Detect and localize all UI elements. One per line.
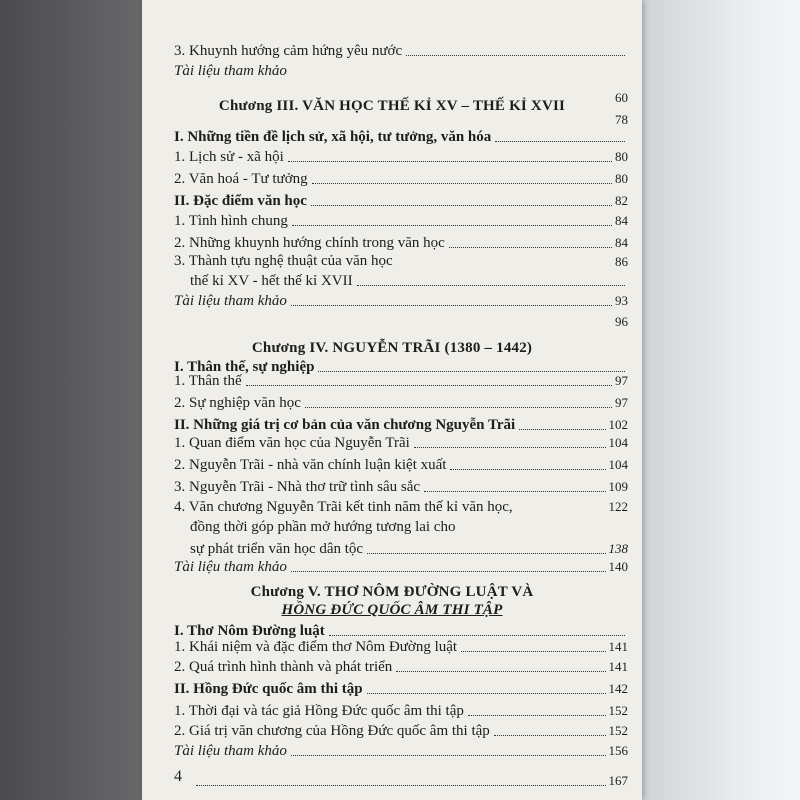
toc-entry-line: đồng thời góp phần mở hướng tương lai cho: [190, 519, 456, 535]
toc-entry-title: sự phát triển văn học dân tộc: [190, 541, 364, 557]
toc-entry-page: 80: [615, 171, 628, 186]
toc-entry-title: 4. Văn chương Nguyễn Trãi kết tinh năm thế kỉ văn học,: [174, 499, 513, 515]
toc-entry-title: 1. Lịch sử - xã hội: [174, 149, 284, 165]
toc-entry-page: 93: [615, 293, 628, 308]
leader-dots: [305, 407, 612, 408]
leader-dots: [396, 671, 605, 672]
toc-entry-page: 97: [615, 395, 628, 410]
page-number: 4: [174, 768, 182, 785]
toc-entry-last: [192, 770, 628, 790]
toc-entry: [174, 432, 628, 452]
toc-entry-title: 1. Khái niệm và đặc điểm thơ Nôm Đường luật: [174, 639, 458, 655]
toc-entry-page: 84: [615, 235, 628, 250]
leader-dots: [288, 161, 612, 162]
leader-dots: [450, 469, 605, 470]
toc-entry-title: 2. Sự nghiệp văn học: [174, 395, 301, 411]
toc-entry: [174, 392, 628, 412]
toc-entry-page: 109: [608, 479, 628, 494]
page-ref: 78: [615, 112, 628, 127]
toc-entry-title: thế kỉ XV - hết thế kỉ XVII: [190, 273, 353, 289]
toc-entry-page: 156: [608, 743, 628, 758]
toc-entry-references: [174, 740, 628, 760]
leader-dots: [196, 785, 606, 786]
toc-entry-title: 2. Văn hoá - Tư tưởng: [174, 171, 308, 187]
toc-entry-page: 84: [615, 213, 628, 228]
toc-entry-page: 102: [608, 417, 628, 432]
toc-section-title: II. Đặc điểm văn học: [174, 193, 307, 209]
leader-dots: [449, 247, 612, 248]
leader-dots: [246, 385, 612, 386]
chapter-heading-subtitle: HỒNG ĐỨC QUỐC ÂM THI TẬP: [281, 602, 503, 618]
toc-entry-page: 141: [608, 639, 628, 654]
chapter-heading: Chương IV. NGUYỄN TRÃI (1380 – 1442): [251, 340, 533, 356]
page-ref: 96: [615, 314, 628, 329]
toc-section: [174, 678, 628, 698]
toc-section: [174, 414, 628, 434]
toc-entry-page: 152: [608, 703, 628, 718]
leader-dots: [357, 285, 625, 286]
toc-entry-title: 2. Giá trị văn chương của Hồng Đức quốc âm thi tập: [174, 723, 490, 739]
toc-entry-line: 3. Thành tựu nghệ thuật của văn học: [174, 253, 393, 269]
toc-entry-page: 142: [608, 681, 628, 696]
toc-entry-page: 138: [608, 541, 628, 556]
background-right: [640, 0, 800, 800]
toc-entry-title: 2. Nguyễn Trãi - nhà văn chính luận kiệt xuất: [174, 457, 447, 473]
toc-entry-title: 1. Thân thế: [174, 373, 242, 389]
toc-section-title: I. Thơ Nôm Đường luật: [174, 623, 325, 639]
toc-entry-title: 1. Quan điểm văn học của Nguyễn Trãi: [174, 435, 410, 451]
toc-entry-title: 3. Nguyễn Trãi - Nhà thơ trữ tình sâu sắc: [174, 479, 421, 495]
toc-entry: [174, 496, 628, 516]
toc-entry-title: Tài liệu tham khảo: [174, 293, 287, 309]
toc-entry-title: 3. Khuynh hướng cảm hứng yêu nước: [174, 43, 403, 59]
leader-dots: [291, 755, 606, 756]
toc-entry: [174, 656, 628, 676]
toc-entry: [174, 232, 628, 252]
toc-section-title: II. Hồng Đức quốc âm thi tập: [174, 681, 363, 697]
page-ref: 167: [608, 773, 628, 788]
toc-entry: [190, 270, 628, 290]
leader-dots: [291, 571, 606, 572]
toc-entry: [174, 700, 628, 720]
toc-entry-title: Tài liệu tham khảo: [174, 743, 287, 759]
leader-dots: [312, 183, 612, 184]
chapter-heading: Chương III. VĂN HỌC THẾ KỈ XV – THẾ KỈ XVII: [218, 98, 566, 114]
leader-dots: [494, 735, 606, 736]
toc-entry: [174, 476, 628, 496]
leader-dots: [461, 651, 605, 652]
toc-entry-title: 2. Những khuynh hướng chính trong văn học: [174, 235, 445, 251]
toc-entry-page: 122: [608, 499, 628, 514]
toc-entry: [174, 168, 628, 188]
leader-dots: [495, 141, 625, 142]
toc-entry-page: 104: [608, 435, 628, 450]
toc-entry: [174, 210, 628, 230]
toc-entry: [190, 538, 628, 558]
leader-dots: [311, 205, 612, 206]
leader-dots: [367, 693, 606, 694]
page-ref: 86: [615, 254, 628, 269]
toc-section: [174, 126, 628, 146]
toc-entry-page: 82: [615, 193, 628, 208]
leader-dots: [519, 429, 605, 430]
toc-entry: [174, 454, 628, 474]
background-left: [0, 0, 150, 800]
toc-entry-title: 1. Tình hình chung: [174, 213, 288, 229]
toc-section-title: II. Những giá trị cơ bản của văn chương Nguyễn Trãi: [174, 417, 516, 433]
leader-dots: [424, 491, 605, 492]
chapter-heading: Chương V. THƠ NÔM ĐƯỜNG LUẬT VÀ: [250, 584, 534, 600]
toc-entry-title: 2. Quá trình hình thành và phát triển: [174, 659, 393, 675]
toc-entry-page: 141: [608, 659, 628, 674]
leader-dots: [291, 305, 612, 306]
toc-section-title: I. Những tiền đề lịch sử, xã hội, tư tưởng, văn hóa: [174, 129, 492, 145]
toc-entry: [174, 40, 628, 60]
toc-entry-page: 104: [608, 457, 628, 472]
leader-dots: [292, 225, 612, 226]
toc-section-title: I. Thân thế, sự nghiệp: [174, 359, 315, 375]
toc-entry-title: 1. Thời đại và tác giả Hồng Đức quốc âm thi tập: [174, 703, 464, 719]
toc-entry: [174, 720, 628, 740]
page-ref: 60: [615, 90, 628, 105]
toc-entry-references: [174, 556, 628, 576]
toc-entry-page: 152: [608, 723, 628, 738]
toc-entry-references: [174, 60, 628, 80]
toc-section: [174, 190, 628, 210]
leader-dots: [468, 715, 606, 716]
leader-dots: [367, 553, 605, 554]
toc-entry: [174, 636, 628, 656]
toc-entry-page: 80: [615, 149, 628, 164]
toc-entry-title: Tài liệu tham khảo: [174, 559, 287, 575]
toc-entry-references: [174, 290, 628, 310]
toc-entry: [174, 370, 628, 390]
leader-dots: [406, 55, 625, 56]
toc-entry-page: 97: [615, 373, 628, 388]
toc-entry-page: 140: [608, 559, 628, 574]
toc-entry-title: Tài liệu tham khảo: [174, 63, 287, 79]
leader-dots: [414, 447, 606, 448]
book-page: [142, 0, 642, 800]
toc-entry: [174, 146, 628, 166]
